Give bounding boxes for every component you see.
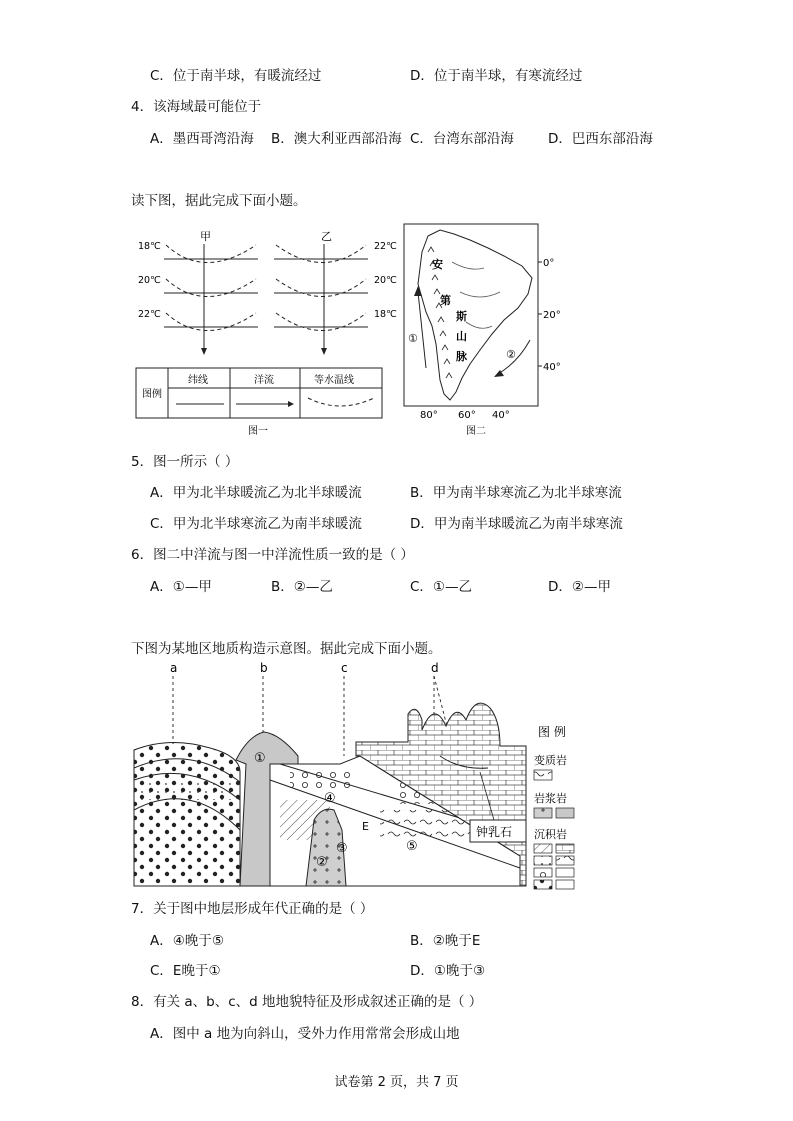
label-d: d bbox=[431, 661, 439, 675]
q4-option-d: D．巴西东部沿海 bbox=[548, 131, 653, 147]
q4-stem: 4．该海域最可能位于 bbox=[131, 99, 262, 115]
lat-label-20: 20° bbox=[543, 310, 561, 321]
num-1: ① bbox=[254, 751, 266, 766]
legend-title-1: 图例 bbox=[142, 389, 162, 400]
label-c: c bbox=[341, 661, 348, 675]
andes-char-5: 脉 bbox=[456, 350, 467, 363]
temp-right-3: 18℃ bbox=[374, 309, 397, 320]
lon-label-80: 80° bbox=[420, 410, 438, 421]
label-a: a bbox=[170, 661, 178, 675]
temp-left-2: 20℃ bbox=[138, 275, 161, 286]
q7-option-b: B．②晚于E bbox=[410, 933, 481, 949]
q3-option-c: C．位于南半球，有暖流经过 bbox=[150, 68, 322, 84]
andes-char-2: 第 bbox=[440, 294, 451, 307]
q8-stem: 8．有关 a、b、c、d 地地貌特征及形成叙述正确的是（ ） bbox=[131, 994, 483, 1010]
q5-option-c: C．甲为北半球寒流乙为南半球暖流 bbox=[150, 516, 362, 532]
lat-label-40: 40° bbox=[543, 362, 561, 373]
yi-latitude-lines bbox=[274, 259, 368, 327]
current-2-label: ② bbox=[506, 348, 516, 361]
num-5: ⑤ bbox=[406, 839, 418, 854]
lat-label-0: 0° bbox=[543, 258, 555, 269]
q8-option-a: A．图中 a 地为向斜山，受外力作用常常会形成山地 bbox=[150, 1026, 460, 1042]
q7-option-a: A．④晚于⑤ bbox=[150, 933, 224, 949]
q6-stem: 6．图二中洋流与图一中洋流性质一致的是（ ） bbox=[131, 547, 414, 563]
page-footer: 试卷第 2 页，共 7 页 bbox=[334, 1075, 459, 1090]
legend-sedimentary: 沉积岩 bbox=[534, 828, 567, 841]
num-4: ④ bbox=[324, 791, 336, 806]
continent-outline bbox=[418, 230, 532, 400]
jia-latitude-lines bbox=[164, 259, 258, 327]
q3-option-d: D．位于南半球，有寒流经过 bbox=[410, 68, 583, 84]
figure-1-isotherm-diagram bbox=[134, 222, 397, 438]
legend-metamorphic: 变质岩 bbox=[534, 754, 567, 767]
andes-char-3: 斯 bbox=[456, 310, 467, 323]
legend-title-3: 图 例 bbox=[538, 725, 566, 739]
q6-option-c: C．①—乙 bbox=[410, 579, 473, 595]
yi-isotherms bbox=[276, 245, 366, 331]
intro-text-2: 下图为某地区地质构造示意图。据此完成下面小题。 bbox=[131, 641, 442, 657]
legend-igneous: 岩浆岩 bbox=[534, 792, 567, 805]
q5-option-d: D．甲为南半球暖流乙为南半球寒流 bbox=[410, 516, 623, 532]
stalactite-label: 钟乳石 bbox=[476, 825, 513, 839]
q4-option-c: C．台湾东部沿海 bbox=[410, 131, 514, 147]
q6-option-a: A．①—甲 bbox=[150, 579, 212, 595]
num-2: ② bbox=[316, 855, 328, 870]
q4-option-b: B．澳大利亚西部沿海 bbox=[271, 131, 402, 147]
q7-stem: 7．关于图中地层形成年代正确的是（ ） bbox=[131, 901, 374, 917]
temp-left-3: 22℃ bbox=[138, 309, 161, 320]
label-e: E bbox=[362, 820, 369, 833]
current-1-label: ① bbox=[408, 332, 418, 345]
label-yi: 乙 bbox=[321, 230, 332, 243]
label-b: b bbox=[260, 661, 268, 675]
temp-right-2: 20℃ bbox=[374, 275, 397, 286]
q5-stem: 5．图一所示（ ） bbox=[131, 454, 239, 470]
figure-3-geologic-structure bbox=[130, 660, 590, 892]
lon-label-40: 40° bbox=[492, 410, 510, 421]
temp-left-1: 18℃ bbox=[138, 241, 161, 252]
temp-right-1: 22℃ bbox=[374, 241, 397, 252]
q7-option-c: C．E晚于① bbox=[150, 963, 221, 979]
legend-current: 洋流 bbox=[254, 375, 274, 386]
figure-1-caption: 图一 bbox=[248, 426, 268, 437]
q6-option-b: B．②—乙 bbox=[271, 579, 333, 595]
legend-latitude: 纬线 bbox=[188, 375, 208, 386]
q6-option-d: D．②—甲 bbox=[548, 579, 611, 595]
q5-option-a: A．甲为北半球暖流乙为北半球暖流 bbox=[150, 485, 362, 501]
q4-option-a: A．墨西哥湾沿海 bbox=[150, 131, 254, 147]
q5-option-b: B．甲为南半球寒流乙为北半球寒流 bbox=[410, 485, 622, 501]
legend-isotherm: 等水温线 bbox=[314, 375, 354, 386]
figure-2-south-america-map bbox=[400, 222, 570, 438]
jia-isotherms bbox=[166, 245, 256, 331]
intro-text-1: 读下图，据此完成下面小题。 bbox=[131, 193, 307, 209]
q7-option-d: D．①晚于③ bbox=[410, 963, 486, 979]
num-3: ③ bbox=[336, 841, 348, 856]
lon-label-60: 60° bbox=[458, 410, 476, 421]
figure-2-caption: 图二 bbox=[466, 426, 486, 437]
andes-char-1: 安 bbox=[432, 258, 443, 271]
label-jia: 甲 bbox=[200, 230, 211, 243]
andes-char-4: 山 bbox=[456, 330, 467, 343]
